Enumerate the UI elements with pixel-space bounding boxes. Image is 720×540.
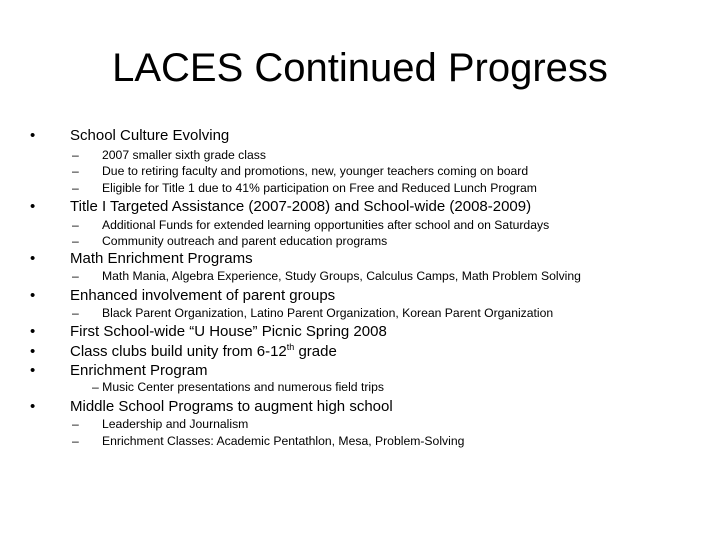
bullet-text: Title I Targeted Assistance (2007-2008) and School-wide (2008-2009) — [70, 198, 532, 215]
bullet-text: School Culture Evolving — [70, 127, 230, 144]
sub-bullet-text: Enrichment Classes: Academic Pentathlon, Mesa, Problem-Solving — [102, 434, 465, 448]
dash-marker: – — [72, 164, 79, 178]
bullet-marker: • — [30, 127, 36, 144]
bullet-text-main: Class clubs build unity from 6-12 — [70, 343, 287, 360]
bullet-text: Math Enrichment Programs — [70, 250, 253, 267]
sub-bullet-text: Community outreach and parent education programs — [102, 234, 388, 248]
sub-note: – Music Center presentations and numerous field trips — [92, 380, 384, 394]
superscript-suffix: th — [286, 342, 295, 352]
bullet-text: Enrichment Program — [70, 362, 208, 379]
bullet-text-tail: grade — [294, 343, 337, 360]
sub-bullet-text: Due to retiring faculty and promotions, new, younger teachers coming on board — [102, 164, 529, 178]
dash-marker: – — [72, 434, 79, 448]
dash-marker: – — [72, 148, 79, 162]
bullet-text: Middle School Programs to augment high school — [70, 398, 393, 415]
bullet-text: Enhanced involvement of parent groups — [70, 287, 336, 304]
bullet-marker: • — [30, 343, 36, 360]
dash-marker: – — [72, 417, 79, 431]
dash-marker: – — [72, 181, 79, 195]
dash-marker: – — [72, 234, 79, 248]
dash-marker: – — [72, 218, 79, 232]
sub-bullet-text: Leadership and Journalism — [102, 417, 249, 431]
slide-title: LACES Continued Progress — [112, 46, 608, 90]
bullet-marker: • — [30, 198, 36, 215]
bullet-marker: • — [30, 323, 36, 340]
dash-marker: – — [72, 269, 79, 283]
bullet-marker: • — [30, 398, 36, 415]
bullet-marker: • — [30, 250, 36, 267]
dash-marker: – — [72, 306, 79, 320]
bullet-text: First School-wide “U House” Picnic Spring 2008 — [70, 323, 387, 340]
sub-bullet-text: Additional Funds for extended learning opportunities after school and on Saturdays — [102, 218, 550, 232]
bullet-marker: • — [30, 362, 36, 379]
sub-bullet-text: Black Parent Organization, Latino Parent Organization, Korean Parent Organization — [102, 306, 554, 320]
sub-bullet-text: 2007 smaller sixth grade class — [102, 148, 266, 162]
sub-bullet-text: Eligible for Title 1 due to 41% participation on Free and Reduced Lunch Program — [102, 181, 537, 195]
bullet-marker: • — [30, 287, 36, 304]
bullet-text — [70, 343, 337, 361]
sub-bullet-text: Math Mania, Algebra Experience, Study Groups, Calculus Camps, Math Problem Solving — [102, 269, 581, 283]
